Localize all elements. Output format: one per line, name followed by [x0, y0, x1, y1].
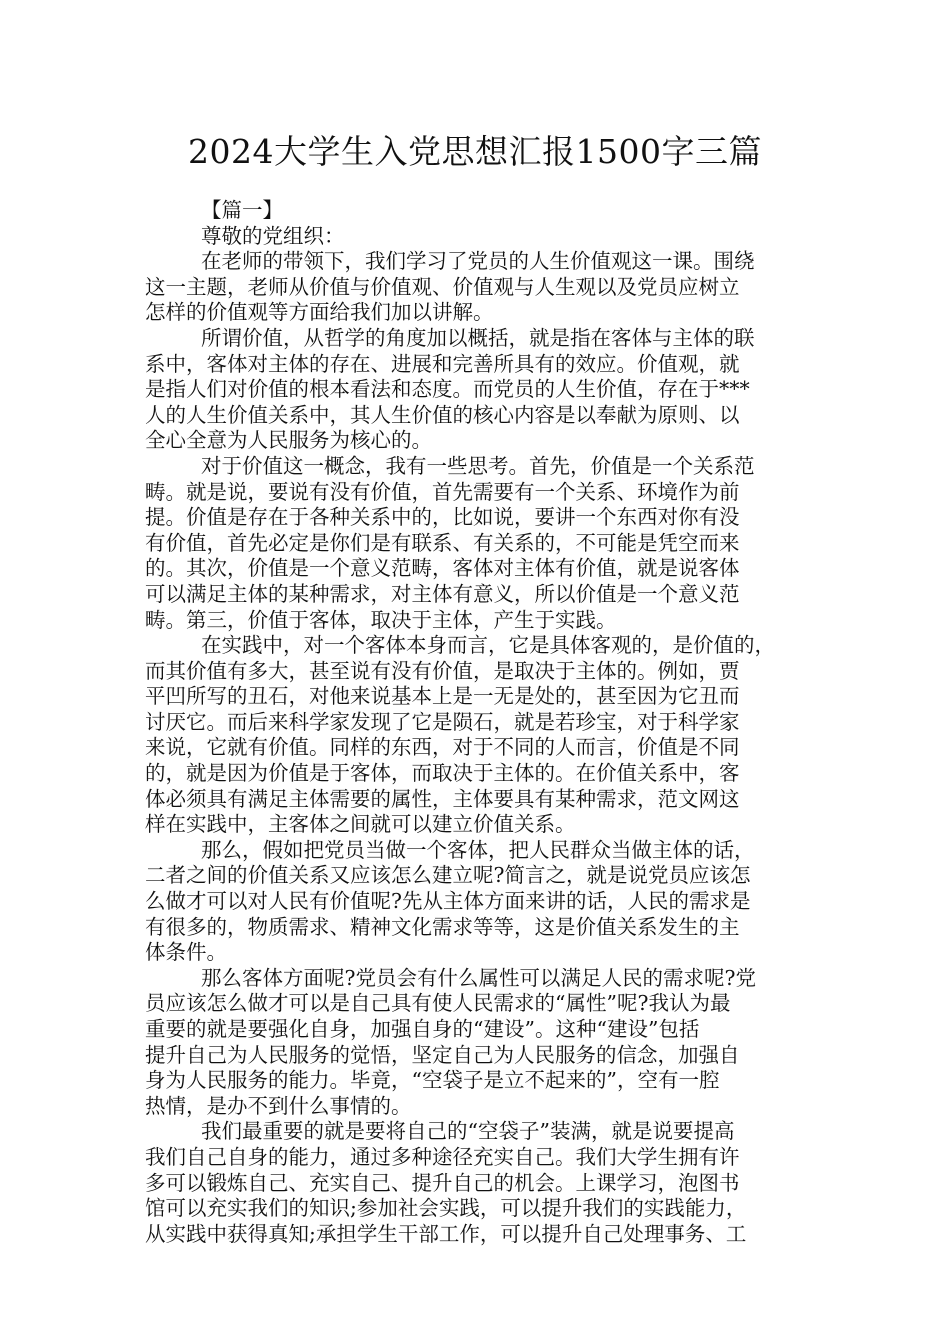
text-line: 畴。就是说，要说有没有价值，首先需要有一个关系、环境作为前	[145, 479, 740, 504]
document-title: 2024大学生入党思想汇报1500字三篇	[188, 132, 762, 171]
text-line: 人的人生价值关系中，其人生价值的核心内容是以奉献为原则、以	[145, 402, 740, 427]
paragraph-4	[145, 633, 813, 838]
paragraph-3	[145, 454, 813, 633]
text-line: 我们最重要的就是要将自己的“空袋子”装满，就是说要提高	[201, 1119, 735, 1144]
text-line: 是指人们对价值的根本看法和态度。而党员的人生价值，存在于***	[145, 377, 750, 402]
paragraph-7	[145, 1119, 813, 1247]
text-line: 来说，它就有价值。同样的东西，对于不同的人而言，价值是不同	[145, 735, 740, 760]
text-line: 提升自己为人民服务的觉悟，坚定自己为人民服务的信念，加强自	[145, 1042, 740, 1067]
text-line: 讨厌它。而后来科学家发现了它是陨石，就是若珍宝，对于科学家	[145, 709, 740, 734]
text-line: 所谓价值，从哲学的角度加以概括，就是指在客体与主体的联	[201, 325, 755, 350]
text-line: 对于价值这一概念，我有一些思考。首先，价值是一个关系范	[201, 453, 755, 478]
paragraph-2	[145, 326, 813, 454]
text-line: 热情，是办不到什么事情的。	[145, 1093, 412, 1118]
text-line: 么做才可以对人民有价值呢?先从主体方面来讲的话，人民的需求是	[145, 889, 751, 914]
section-label: 【篇一】	[201, 198, 283, 222]
text-line: 重要的就是要强化自身，加强自身的“建设”。这种“建设”包括	[145, 1017, 700, 1041]
text-line: 这一主题，老师从价值与价值观、价值观与人生观以及党员应树立	[145, 274, 740, 299]
text-line: 样在实践中，主客体之间就可以建立价值关系。	[145, 812, 576, 837]
text-line: 那么，假如把党员当做一个客体，把人民群众当做主体的话，	[201, 837, 755, 862]
text-line: 馆可以充实我们的知识;参加社会实践，可以提升我们的实践能力，	[145, 1196, 747, 1221]
text-line: 而其价值有多大，甚至说有没有价值，是取决于主体的。例如，贾	[145, 658, 740, 683]
text-line: 怎样的价值观等方面给我们加以讲解。	[145, 300, 494, 325]
text-line: 平凹所写的丑石，对他来说基本上是一无是处的，甚至因为它丑而	[145, 684, 740, 709]
text-line: 我们自己自身的能力，通过多种途径充实自己。我们大学生拥有许	[145, 1144, 740, 1169]
text-line: 系中，客体对主体的存在、进展和完善所具有的效应。价值观，就	[145, 351, 740, 376]
salutation: 尊敬的党组织：	[201, 223, 345, 248]
text-line: 全心全意为人民服务为核心的。	[145, 428, 432, 453]
text-line: 提。价值是存在于各种关系中的，比如说，要讲一个东西对你有没	[145, 505, 740, 530]
text-line: 的。其次，价值是一个意义范畴，客体对主体有价值，就是说客体	[145, 556, 740, 581]
paragraph-1	[145, 249, 813, 326]
paragraph-6	[145, 966, 813, 1120]
text-line: 有很多的，物质需求、精神文化需求等等，这是价值关系发生的主	[145, 914, 740, 939]
text-line: 体必须具有满足主体需要的属性，主体要具有某种需求，范文网这	[145, 786, 740, 811]
text-line: 有价值，首先必定是你们是有联系、有关系的，不可能是凭空而来	[145, 530, 740, 555]
document-body	[145, 198, 813, 1247]
text-line: 从实践中获得真知;承担学生干部工作，可以提升自己处理事务、工	[145, 1221, 747, 1246]
text-line: 体条件。	[145, 940, 227, 965]
text-line: 员应该怎么做才可以是自己具有使人民需求的“属性”呢?我认为最	[145, 991, 731, 1016]
text-line: 二者之间的价值关系又应该怎么建立呢?简言之，就是说党员应该怎	[145, 863, 751, 888]
text-line: 畴。第三，价值于客体，取决于主体，产生于实践。	[145, 607, 617, 632]
paragraph-5	[145, 838, 813, 966]
text-line: 可以满足主体的某种需求，对主体有意义，所以价值是一个意义范	[145, 581, 740, 606]
text-line: 身为人民服务的能力。毕竟，“空袋子是立不起来的”，空有一腔	[145, 1068, 720, 1093]
text-line: 在实践中，对一个客体本身而言，它是具体客观的，是价值的，	[201, 633, 775, 658]
text-line: 那么客体方面呢?党员会有什么属性可以满足人民的需求呢?党	[201, 965, 756, 990]
text-line: 的，就是因为价值是于客体，而取决于主体的。在价值关系中，客	[145, 761, 740, 786]
text-line: 在老师的带领下，我们学习了党员的人生价值观这一课。围绕	[201, 249, 755, 274]
text-line: 多可以锻炼自己、充实自己、提升自己的机会。上课学习，泡图书	[145, 1170, 740, 1195]
